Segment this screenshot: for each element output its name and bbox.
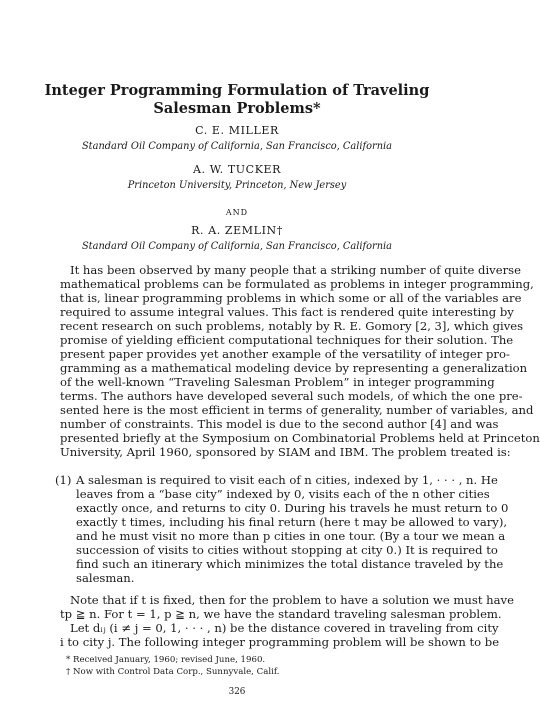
author-name-2: A. W. TUCKER bbox=[192, 163, 282, 176]
paragraph-line: University, April 1960, sponsored by SIAM and IBM. The problem treated is: bbox=[60, 445, 511, 459]
paragraph-line: sented here is the most efficient in terms of generality, number of variables, and bbox=[60, 403, 534, 417]
paper-title-line-2: Salesman Problems* bbox=[153, 100, 321, 117]
author-name-3: R. A. ZEMLIN† bbox=[191, 224, 283, 237]
paper-title-line-1: Integer Programming Formulation of Traveling bbox=[44, 82, 430, 99]
author-affiliation-1: Standard Oil Company of California, San Francisco, California bbox=[81, 141, 393, 152]
item-line: exactly once, and returns to city 0. During his travels he must return to 0 bbox=[76, 501, 509, 515]
author-affiliation-2: Princeton University, Princeton, New Jersey bbox=[127, 180, 347, 191]
item-line: exactly t times, including his final return (here t may be allowed to vary), bbox=[76, 515, 508, 529]
item-line: find such an itinerary which minimizes the total distance traveled by the bbox=[76, 557, 504, 571]
and-separator: AND bbox=[225, 208, 249, 217]
item-line: salesman. bbox=[76, 571, 135, 585]
paragraph-line: that is, linear programming problems in which some or all of the variables are bbox=[60, 291, 522, 305]
item-line: succession of visits to cities without stopping at city 0.) It is required to bbox=[76, 543, 498, 557]
paragraph-line: It has been observed by many people that a striking number of quite diverse bbox=[70, 263, 521, 277]
paragraph-line: gramming as a mathematical modeling device by representing a generalization bbox=[60, 361, 528, 375]
page-number: 326 bbox=[228, 687, 246, 697]
item-line: and he must visit no more than p cities in one tour. (By a tour we mean a bbox=[76, 529, 506, 543]
item-line: A salesman is required to visit each of n cities, indexed by 1, · · · , n. He bbox=[76, 473, 498, 487]
paragraph-line: presented briefly at the Symposium on Combinatorial Problems held at Princeton bbox=[60, 431, 540, 445]
paragraph-line: present paper provides yet another example of the versatility of integer pro- bbox=[60, 347, 510, 361]
author-name-1: C. E. MILLER bbox=[195, 124, 279, 137]
paragraph-line: i to city j. The following integer programming problem will be shown to be bbox=[60, 635, 500, 649]
paragraph-line: recent research on such problems, notably by R. E. Gomory [2, 3], which gives bbox=[60, 319, 524, 333]
paragraph-line: promise of yielding efficient computational techniques for their solution. The bbox=[60, 333, 514, 347]
paragraph-line: mathematical problems can be formulated as problems in integer programming, bbox=[60, 277, 534, 291]
paragraph-line: Let dᵢⱼ (i ≠ j = 0, 1, · · · , n) be the distance covered in traveling from city bbox=[70, 621, 499, 635]
footnote-affiliation: † Now with Control Data Corp., Sunnyvale, Calif. bbox=[66, 667, 280, 677]
author-affiliation-3: Standard Oil Company of California, San Francisco, California bbox=[81, 241, 393, 252]
footnote-received: * Received January, 1960; revised June, 1960. bbox=[66, 655, 266, 665]
paragraph-line: number of constraints. This model is due to the second author [4] and was bbox=[60, 417, 499, 431]
paragraph-line: terms. The authors have developed several such models, of which the one pre- bbox=[60, 389, 523, 403]
item-line: leaves from a “base city” indexed by 0, visits each of the n other cities bbox=[76, 487, 490, 501]
paragraph-line: tp ≧ n. For t = 1, p ≧ n, we have the standard traveling salesman problem. bbox=[60, 607, 502, 621]
item-number: (1) bbox=[55, 473, 72, 487]
paragraph-line: Note that if t is fixed, then for the problem to have a solution we must have bbox=[70, 593, 514, 607]
paragraph-line: of the well-known “Traveling Salesman Problem” in integer programming bbox=[60, 375, 495, 389]
paragraph-line: required to assume integral values. This fact is rendered quite interesting by bbox=[60, 305, 514, 319]
